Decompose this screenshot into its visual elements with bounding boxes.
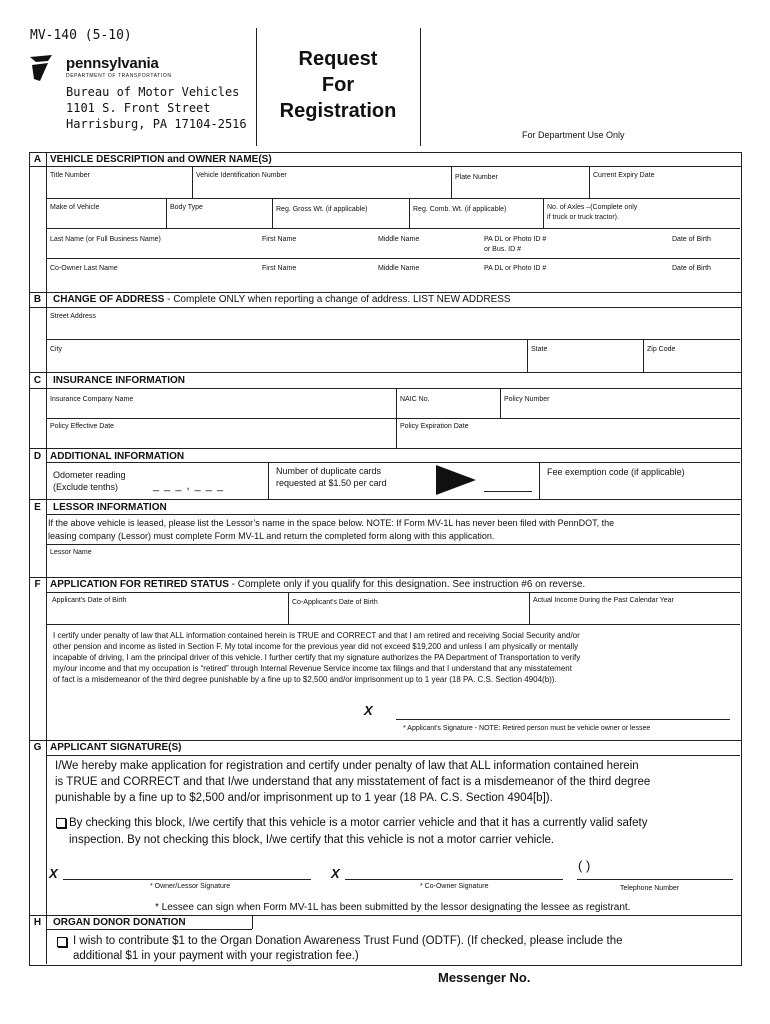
- lessor-instruction-2: leasing company (Lessor) must complete Form MV-1L and return the completed form along with this application.: [48, 531, 495, 541]
- co-owner-signature-label: * Co-Owner Signature: [420, 883, 489, 890]
- divider: [643, 339, 644, 372]
- axles-label-1: No. of Axles –(Complete only: [547, 204, 638, 211]
- street-address-label: Street Address: [50, 313, 96, 320]
- lessor-name-input[interactable]: [47, 545, 740, 576]
- combined-weight-label: Reg. Comb. Wt. (if applicable): [413, 206, 507, 213]
- expiry-date-label: Current Expiry Date: [593, 172, 655, 179]
- body-type-label: Body Type: [170, 204, 203, 211]
- divider: [539, 462, 540, 499]
- title-line-3: Registration: [279, 100, 397, 122]
- section-f-letter: F: [34, 579, 41, 590]
- divider: [46, 418, 740, 419]
- divider: [166, 198, 167, 228]
- divider: [46, 462, 740, 463]
- divider: [46, 258, 740, 259]
- organ-donor-text-2: additional $1 in your payment with your registration fee.): [73, 950, 359, 962]
- divider: [527, 339, 528, 372]
- co-applicant-dob-label: Co-Applicant's Date of Birth: [292, 599, 378, 606]
- divider: [29, 915, 741, 916]
- section-e-title: LESSOR INFORMATION: [53, 502, 167, 513]
- fee-exemption-label: Fee exemption code (if applicable): [547, 467, 685, 477]
- divider: [529, 592, 530, 624]
- applicant-cert-line-1: I/We hereby make application for registration and certify under penalty of law that ALL information contained herein: [55, 760, 639, 772]
- middle-name-label: Middle Name: [378, 236, 420, 243]
- retired-sign-x: X: [364, 703, 373, 718]
- co-owner-last-name-label: Co-Owner Last Name: [50, 265, 118, 272]
- co-owner-pa-dl-label: PA DL or Photo ID #: [484, 265, 547, 272]
- divider: [29, 448, 741, 449]
- odometer-blanks[interactable]: _ _ _ , _ _ _: [153, 480, 225, 492]
- header-divider-right: [420, 28, 421, 146]
- divider: [500, 388, 501, 418]
- title-line-1: Request: [298, 48, 378, 70]
- co-owner-middle-name-label: Middle Name: [378, 265, 420, 272]
- divider: [46, 339, 740, 340]
- gross-weight-label: Reg. Gross Wt. (if applicable): [276, 206, 368, 213]
- first-name-label: First Name: [262, 236, 297, 243]
- title-number-label: Title Number: [50, 172, 90, 179]
- applicant-certification: [55, 758, 737, 806]
- insurance-company-label: Insurance Company Name: [50, 396, 134, 403]
- section-b-title: [53, 294, 511, 305]
- owner-signature-line[interactable]: [63, 879, 311, 880]
- divider: [46, 198, 740, 199]
- divider: [409, 198, 410, 228]
- retired-cert-line-5: of fact is a misdemeanor of the third degree punishable by a fine up to $2,500 and/or imprisonment up to 1 year (18 PA. C.S. Section 4904(b)).: [53, 675, 557, 684]
- co-owner-signature-line[interactable]: [345, 879, 563, 880]
- duplicate-cards-label-2: requested at $1.50 per card: [276, 478, 387, 488]
- divider: [268, 462, 269, 499]
- policy-effective-label: Policy Effective Date: [50, 423, 115, 430]
- dob-label: Date of Birth: [672, 236, 711, 243]
- duplicate-cards-input[interactable]: [484, 491, 532, 492]
- odometer-label-2: (Exclude tenths): [53, 482, 119, 492]
- divider: [29, 499, 741, 500]
- policy-number-label: Policy Number: [504, 396, 550, 403]
- lessor-instruction-1: If the above vehicle is leased, please list the Lessor’s name in the space below. NOTE: If Form MV-1L has never been filed with PennDOT, the: [48, 518, 615, 528]
- applicant-dob-label: Applicant's Date of Birth: [52, 597, 127, 604]
- divider: [288, 592, 289, 624]
- address-line-1: Bureau of Motor Vehicles: [66, 85, 240, 99]
- naic-label: NAIC No.: [400, 396, 430, 403]
- divider: [46, 929, 252, 930]
- section-c-title: INSURANCE INFORMATION: [53, 375, 186, 386]
- address-line-2: 1101 S. Front Street: [66, 101, 211, 115]
- divider: [29, 388, 741, 389]
- co-owner-sign-x: X: [331, 866, 340, 881]
- divider: [252, 915, 253, 929]
- actual-income-label: Actual Income During the Past Calendar Year: [533, 597, 674, 604]
- row-1-input-area[interactable]: [47, 167, 740, 198]
- pa-dl-label-1: PA DL or Photo ID #: [484, 236, 547, 243]
- messenger-number-label: Messenger No.: [438, 970, 531, 985]
- owner-sign-x: X: [49, 866, 58, 881]
- state-label: State: [531, 346, 548, 353]
- divider: [29, 740, 741, 741]
- section-h-letter: H: [33, 917, 42, 928]
- last-name-label: Last Name (or Full Business Name): [50, 236, 161, 243]
- section-d-letter: D: [33, 451, 42, 462]
- motor-carrier-text-1: By checking this block, I/we certify that this vehicle is a motor carrier vehicle and that it has a currently valid safety: [69, 817, 648, 829]
- pa-dl-label-2: or Bus. ID #: [484, 246, 521, 253]
- retired-cert-line-4: my/our income and that my occupation is “retired” through Internal Revenue Service income tax filings and that I understand that any misstatement: [53, 664, 572, 673]
- organ-donor-checkbox[interactable]: [57, 937, 67, 947]
- section-f-title: [50, 579, 585, 590]
- section-d-title: ADDITIONAL INFORMATION: [50, 451, 185, 462]
- section-b-letter: B: [33, 294, 42, 305]
- co-owner-dob-label: Date of Birth: [672, 265, 711, 272]
- divider: [29, 577, 741, 578]
- policy-expiration-label: Policy Expiration Date: [400, 423, 469, 430]
- section-f-title-main: APPLICATION FOR RETIRED STATUS: [50, 579, 229, 590]
- street-address-input[interactable]: [47, 308, 740, 339]
- axles-label-2: if truck or truck tractor).: [547, 214, 619, 221]
- retired-cert-line-3: incapable of driving, I am the principal driver of this vehicle. I further certify that my signature authorizes the PA Department of Transportation to verify: [53, 653, 581, 662]
- plate-number-label: Plate Number: [455, 174, 498, 181]
- telephone-number-line[interactable]: [577, 879, 733, 880]
- applicant-signature-note: * Applicant's Signature - NOTE: Retired person must be vehicle owner or lessee: [403, 725, 651, 732]
- applicant-signature-line[interactable]: [396, 719, 730, 720]
- owner-signature-label: * Owner/Lessor Signature: [150, 883, 231, 890]
- department-name: DEPARTMENT OF TRANSPORTATION: [66, 73, 172, 79]
- duplicate-cards-label-1: Number of duplicate cards: [276, 466, 382, 476]
- section-g-title: APPLICANT SIGNATURE(S): [50, 742, 182, 753]
- city-label: City: [50, 346, 63, 353]
- form-id: MV-140 (5-10): [30, 28, 132, 43]
- divider: [29, 372, 741, 373]
- department-use-label: For Department Use Only: [522, 130, 625, 140]
- keystone-logo-icon: [28, 53, 58, 83]
- divider: [46, 228, 740, 229]
- section-a-letter: A: [33, 154, 42, 165]
- divider: [46, 755, 740, 756]
- section-g-letter: G: [33, 742, 42, 753]
- section-a-title: VEHICLE DESCRIPTION and OWNER NAME(S): [50, 154, 272, 165]
- retired-cert-line-1: I certify under penalty of law that ALL information contained herein is TRUE and CORRECT and that I am retired and receiving Social Security and/or: [53, 631, 580, 640]
- zip-code-label: Zip Code: [647, 346, 676, 353]
- title-line-2: For: [321, 74, 355, 96]
- co-owner-first-name-label: First Name: [262, 265, 297, 272]
- motor-carrier-text-2: inspection. By not checking this block, I/we certify that this vehicle is not a motor carrier vehicle.: [69, 834, 555, 846]
- divider: [46, 592, 740, 593]
- arrow-right-icon: [436, 465, 476, 495]
- address-line-3: Harrisburg, PA 17104-2516: [66, 117, 247, 131]
- retired-cert-line-2: other pension and income as listed in Section F. My total income for the previous year did not exceed $19,200 and unless I am physically or mentally: [53, 642, 579, 651]
- telephone-label: Telephone Number: [620, 885, 680, 892]
- odometer-label-1: Odometer reading: [53, 470, 126, 480]
- organ-donor-text-1: I wish to contribute $1 to the Organ Donation Awareness Trust Fund (ODTF). (If checked, please include the: [73, 935, 623, 947]
- phone-area-code: ( ): [578, 858, 591, 873]
- retired-certification: [53, 630, 738, 685]
- section-b-subtitle: - Complete ONLY when reporting a change of address. LIST NEW ADDRESS: [164, 294, 511, 305]
- section-b-title-main: CHANGE OF ADDRESS: [53, 294, 165, 305]
- applicant-cert-line-2: is TRUE and CORRECT and that I/we understand that any misstatement of fact is a misdemeanor of the third degree: [55, 776, 651, 788]
- lessee-note: * Lessee can sign when Form MV-1L has been submitted by the lessor designating the lessee as registrant.: [155, 902, 631, 913]
- section-e-letter: E: [34, 502, 41, 513]
- applicant-cert-line-3: punishable by a fine up to $2,500 and/or imprisonment up to 1 year (18 PA. C.S. Section 4904[b]).: [55, 792, 553, 804]
- header-divider-left: [256, 28, 257, 146]
- section-h-title: ORGAN DONOR DONATION: [53, 917, 186, 928]
- divider: [29, 292, 741, 293]
- section-f-subtitle: - Complete only if you qualify for this designation. See instruction #6 on reverse.: [228, 579, 586, 590]
- form-title: [258, 46, 418, 124]
- divider: [46, 624, 740, 625]
- section-c-letter: C: [33, 375, 42, 386]
- brand-name: pennsylvania: [66, 55, 159, 72]
- divider: [272, 198, 273, 228]
- motor-carrier-checkbox[interactable]: [56, 818, 66, 828]
- vin-label: Vehicle Identification Number: [196, 172, 287, 179]
- lessor-name-label: Lessor Name: [50, 549, 92, 556]
- divider: [46, 514, 740, 515]
- make-label: Make of Vehicle: [50, 204, 100, 211]
- divider: [543, 198, 544, 228]
